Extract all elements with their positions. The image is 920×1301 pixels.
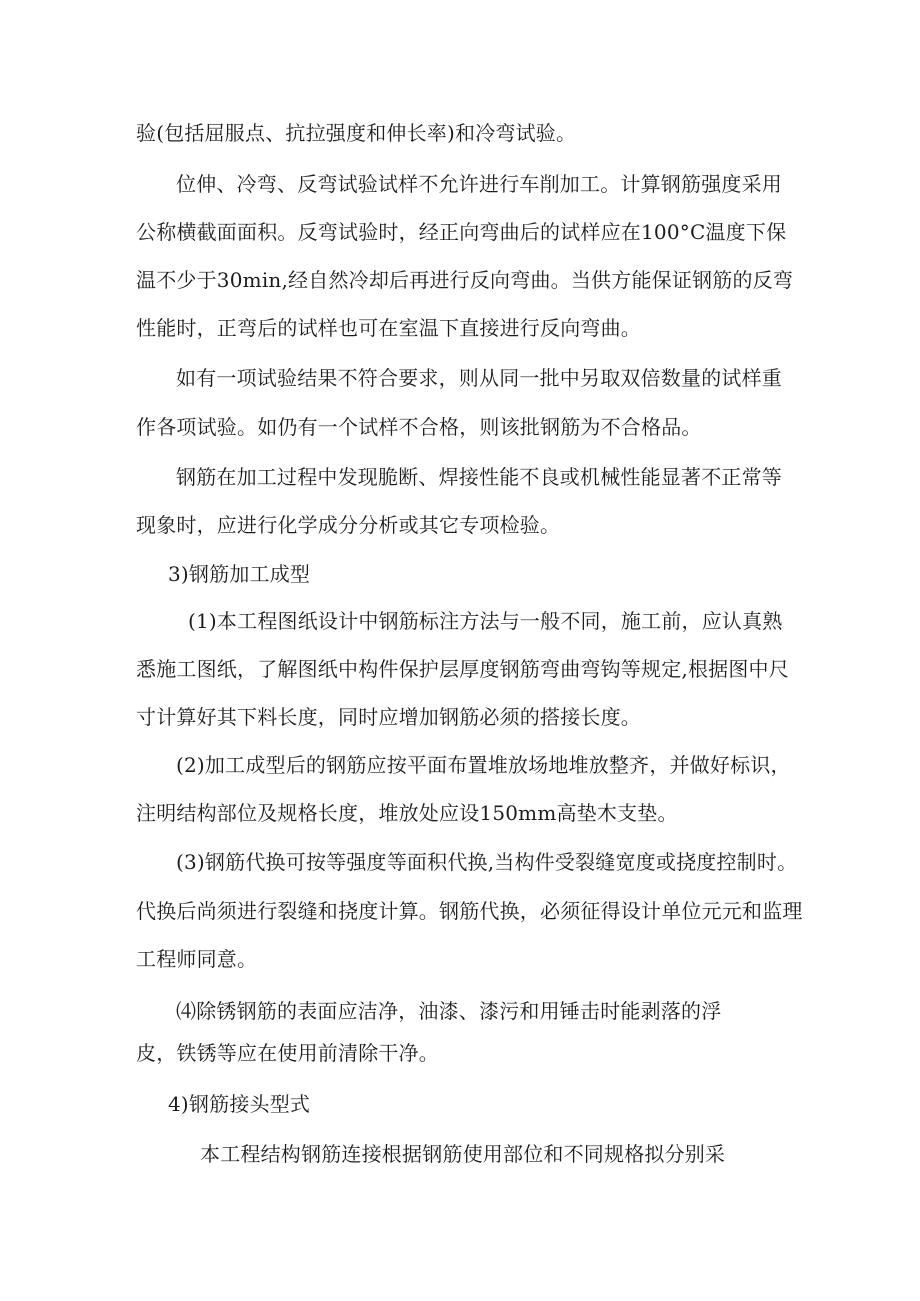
text-line: 如有一项试验结果不符合要求，则从同一批中另取双倍数量的试样重 <box>176 366 782 390</box>
text-line: (2)加工成型后的钢筋应按平面布置堆放场地堆放整齐，并做好标识， <box>176 753 791 777</box>
text-line: 钢筋在加工过程中发现脆断、焊接性能不良或机械性能显著不正常等 <box>176 465 782 489</box>
text-line: ⑷除锈钢筋的表面应洁净，油漆、漆污和用锤击时能剥落的浮 <box>176 999 722 1023</box>
text-line: (1)本工程图纸设计中钢筋标注方法与一般不同，施工前，应认真熟 <box>188 609 783 633</box>
text-line: 工程师同意。 <box>136 947 258 971</box>
text-line: 悉施工图纸，了解图纸中构件保护层厚度钢筋弯曲弯钩等规定,根据图中尺 <box>136 657 789 681</box>
text-line: (3)钢筋代换可按等强度等面积代换,当构件受裂缝宽度或挠度控制时。 <box>176 850 798 874</box>
text-line: 验(包括屈服点、抗拉强度和伸长率)和冷弯试验。 <box>136 121 577 145</box>
text-line: 性能时，正弯后的试样也可在室温下直接进行反向弯曲。 <box>136 316 641 340</box>
text-line: 皮，铁锈等应在使用前清除干净。 <box>136 1041 439 1065</box>
section-heading: 3)钢筋加工成型 <box>168 562 311 586</box>
text-line: 公称横截面面积。反弯试验时，经正向弯曲后的试样应在100°C温度下保 <box>136 220 787 244</box>
text-line: 本工程结构钢筋连接根据钢筋使用部位和不同规格拟分别采 <box>200 1142 726 1166</box>
text-line: 代换后尚须进行裂缝和挠度计算。钢筋代换，必须征得设计单位元元和监理 <box>136 899 803 923</box>
text-line: 温不少于30min,经自然冷却后再进行反向弯曲。当供方能保证钢筋的反弯 <box>136 268 794 292</box>
text-line: 寸计算好其下料长度，同时应增加钢筋必须的搭接长度。 <box>136 705 641 729</box>
text-line: 注明结构部位及规格长度，堆放处应设150mm高垫木支垫。 <box>136 801 678 825</box>
text-line: 位伸、冷弯、反弯试验试样不允许进行车削加工。计算钢筋强度采用 <box>176 172 782 196</box>
section-heading: 4)钢筋接头型式 <box>168 1092 311 1116</box>
text-line: 现象时，应进行化学成分分析或其它专项检验。 <box>136 513 561 537</box>
text-line: 作各项试验。如仍有一个试样不合格，则该批钢筋为不合格品。 <box>136 415 702 439</box>
